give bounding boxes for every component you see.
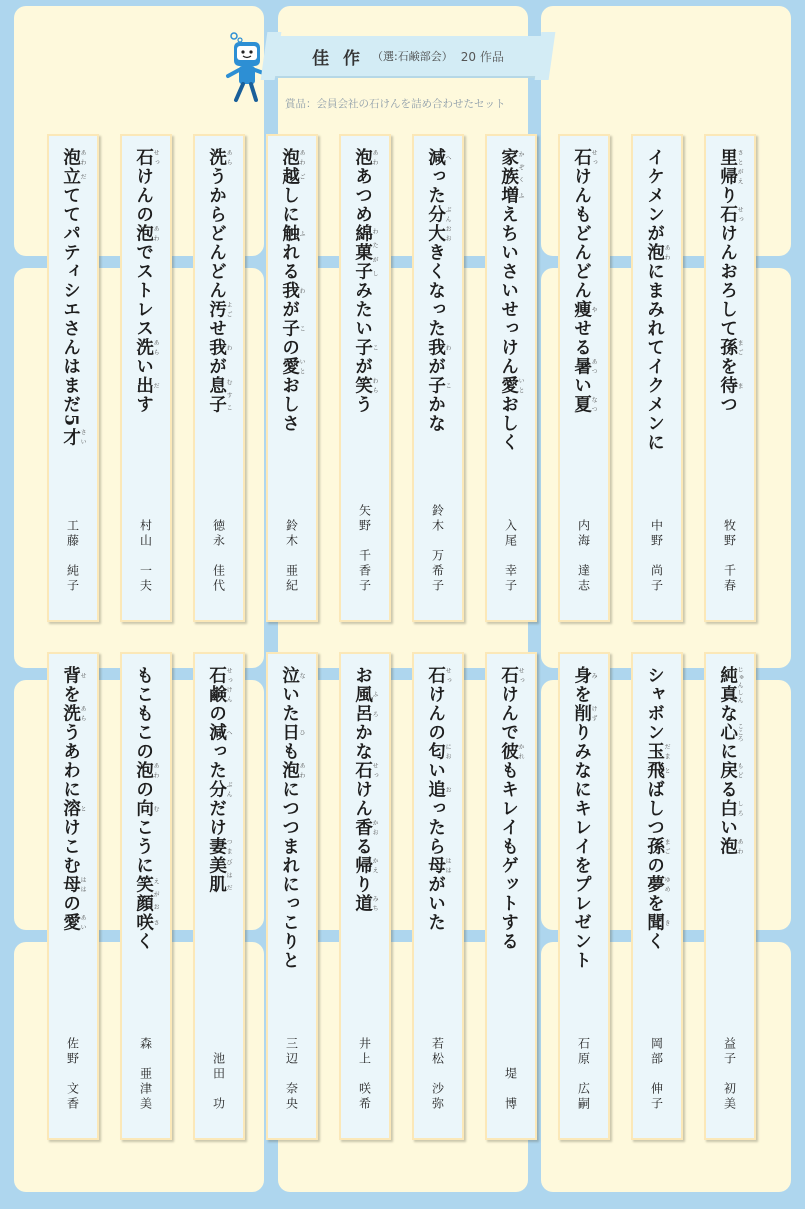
selector-label: （選:石鹸部会）: [372, 50, 453, 63]
ruby-word: 白しろ: [717, 799, 744, 818]
author-name: 村山 一夫: [138, 519, 153, 594]
author-name: 内海 達志: [576, 519, 591, 594]
poem-text: 背せを洗あらうあわに溶とけこむ母ははの愛あい: [60, 666, 87, 932]
ruby-word: 彼かれ: [498, 742, 525, 761]
ruby-word: 愛あい: [60, 913, 87, 932]
ruby-word: 出だ: [133, 376, 160, 395]
author-name: 堤 博: [503, 1067, 518, 1112]
ruby-word: 石せっ: [498, 666, 525, 685]
poem-card: [485, 652, 537, 1140]
ruby-word: 泡あわ: [279, 761, 306, 780]
poem-card: [631, 134, 683, 622]
poem-card: [412, 652, 464, 1140]
ruby-word: 溶と: [60, 799, 87, 818]
ruby-word: 石せっ: [571, 148, 598, 167]
ruby-word: 綿菓子わたがし: [352, 224, 379, 281]
ruby-word: 減へ: [425, 148, 452, 167]
author-name: 森 亜津美: [138, 1037, 153, 1112]
ruby-word: 笑わら: [352, 376, 379, 395]
ruby-word: 帰かえ: [352, 856, 379, 875]
ruby-word: 増ふ: [498, 186, 525, 205]
ruby-word: 暑あつ: [571, 357, 598, 376]
author-name: 中野 尚子: [649, 519, 664, 594]
poem-card: [266, 652, 318, 1140]
poem-card: [558, 134, 610, 622]
ruby-word: 追お: [425, 780, 452, 799]
poem-card: [339, 134, 391, 622]
ruby-word: 向む: [133, 799, 160, 818]
author-name: 井上 咲希: [357, 1037, 372, 1112]
ruby-word: 石鹸せっけん: [206, 666, 233, 704]
poem-text: シャボン玉だま飛とばしつ孫まごの夢ゆめを聞きく: [644, 666, 671, 951]
ruby-word: 我わ: [206, 338, 233, 357]
poem-text: 洗あらうからどんどん汚よごせ我わが息子むすこ: [206, 148, 233, 414]
poem-card: [631, 652, 683, 1140]
ruby-word: 子こ: [425, 376, 452, 395]
ruby-word: 我わ: [279, 281, 306, 300]
ruby-word: 石せっ: [133, 148, 160, 167]
ruby-word: 心こころ: [717, 723, 744, 742]
ruby-word: 家族かぞく: [498, 148, 525, 186]
ruby-word: 日ひ: [279, 723, 306, 742]
author-name: 益子 初美: [722, 1037, 737, 1112]
ruby-word: 分大ぶんおお: [425, 205, 452, 243]
poem-text: 身みを削けずりみなにキレイをプレゼント: [571, 666, 598, 970]
poem-text: 石せっけんの匂におい追おったら母ははがいた: [425, 666, 452, 932]
poem-text: 減へった分大ぶんおおきくなった我わが子こかな: [425, 148, 452, 433]
title-banner: [270, 36, 546, 76]
poem-card: [193, 652, 245, 1140]
author-name: 入尾 幸子: [503, 519, 518, 594]
ruby-word: 泡あわ: [133, 761, 160, 780]
ruby-word: 純真じゅんしん: [717, 666, 744, 704]
poem-card: [120, 652, 172, 1140]
author-name: 岡部 伸子: [649, 1037, 664, 1112]
poem-text: 泡あわ立だててパティシエさんはまだ5才さい: [60, 148, 87, 447]
author-name: 徳永 佳代: [211, 519, 226, 594]
ruby-word: 洗あら: [133, 338, 160, 357]
ruby-word: 立だ: [60, 167, 87, 186]
poem-card: [339, 652, 391, 1140]
ruby-word: 汚よご: [206, 300, 233, 319]
ruby-word: 身み: [571, 666, 598, 685]
ruby-word: 越ご: [279, 167, 306, 186]
entry-count: 20 作品: [460, 49, 504, 64]
author-name: 工藤 純子: [65, 519, 80, 594]
page-title: 佳 作: [312, 48, 365, 69]
poem-text: 家族かぞく増ふえちいさいせっけん愛いとおしく: [498, 148, 525, 452]
ruby-word: 咲さ: [133, 913, 160, 932]
ruby-word: 孫まご: [717, 338, 744, 357]
poem-text: 石せっけんで彼かれもキレイもゲットする: [498, 666, 525, 951]
poem-text: 泣ないた日ひも泡あわにつつまれにっこりと: [279, 666, 306, 970]
poem-text: 石せっけんの泡あわでストレス洗あらい出だす: [133, 148, 160, 414]
ruby-word: 痩や: [571, 300, 598, 319]
poem-card: [704, 652, 756, 1140]
author-name: 若松 沙弥: [430, 1037, 445, 1112]
ruby-word: 匂にお: [425, 742, 452, 761]
ruby-word: 聞き: [644, 913, 671, 932]
ruby-word: 石せっ: [425, 666, 452, 685]
ruby-word: 飛と: [644, 761, 671, 780]
ruby-word: 泡あわ: [644, 243, 671, 262]
ruby-word: 泡あわ: [279, 148, 306, 167]
ruby-word: 愛いと: [279, 357, 306, 376]
ruby-word: 笑顔えがお: [133, 875, 160, 913]
ruby-word: 妻つま: [206, 837, 233, 856]
author-name: 鈴木 万希子: [430, 504, 445, 594]
poem-card: [485, 134, 537, 622]
poem-text: 泡あわあつめ綿菓子わたがしみたい子こが笑わらう: [352, 148, 379, 414]
poem-card: [47, 652, 99, 1140]
poem-text: イケメンが泡あわにまみれてイクメンに: [644, 148, 671, 452]
ruby-word: 子こ: [279, 319, 306, 338]
poem-text: もこもこの泡あわの向むこうに笑顔えがお咲さく: [133, 666, 160, 951]
ruby-word: 戻もど: [717, 761, 744, 780]
ruby-word: 洗あら: [206, 148, 233, 167]
ruby-word: 石せっ: [352, 761, 379, 780]
ruby-word: 夢ゆめ: [644, 875, 671, 894]
poem-card: [412, 134, 464, 622]
poem-card: [266, 134, 318, 622]
poem-card: [558, 652, 610, 1140]
ruby-word: 夏なつ: [571, 395, 598, 414]
ruby-word: 分ぶん: [206, 780, 233, 799]
poem-text: 石鹸せっけんの減へった分ぶんだけ妻つま美肌びはだ: [206, 666, 233, 894]
author-name: 矢野 千香子: [357, 504, 372, 594]
ruby-word: 触ふ: [279, 224, 306, 243]
author-name: 三辺 奈央: [284, 1037, 299, 1112]
ruby-word: 孫まご: [644, 837, 671, 856]
ruby-word: 削けず: [571, 704, 598, 723]
ruby-word: 母はは: [425, 856, 452, 875]
ruby-word: 愛いと: [498, 376, 525, 395]
ruby-word: 里帰さとがえ: [717, 148, 744, 186]
poem-card: [120, 134, 172, 622]
poem-text: 石せっけんもどんどん痩やせる暑あつい夏なつ: [571, 148, 598, 414]
poem-text: お風呂ふろかな石せっけん香かおる帰かえり道みち: [352, 666, 379, 913]
ruby-word: 背せ: [60, 666, 87, 685]
author-name: 牧野 千春: [722, 519, 737, 594]
poem-text: 里帰さとがえり石せっけんおろして孫まごを待まつ: [717, 148, 744, 414]
author-name: 鈴木 亜紀: [284, 519, 299, 594]
author-name: 池田 功: [211, 1052, 226, 1112]
ruby-word: 美肌びはだ: [206, 856, 233, 894]
ruby-word: 才さい: [60, 427, 87, 447]
author-name: 佐野 文香: [65, 1037, 80, 1112]
ruby-word: 石せっ: [717, 205, 744, 224]
ruby-word: 泡あわ: [717, 837, 744, 856]
ruby-word: 洗あら: [60, 704, 87, 723]
ruby-word: 香かお: [352, 818, 379, 837]
prize-description: 賞品：会員会社の石けんを詰め合わせたセット: [285, 98, 506, 110]
ruby-word: 泡あわ: [60, 148, 87, 167]
ruby-word: 道みち: [352, 894, 379, 913]
ruby-word: 泣な: [279, 666, 306, 685]
poem-text: 泡あわ越ごしに触ふれる我わが子この愛いとおしさ: [279, 148, 306, 433]
ruby-word: 我わ: [425, 338, 452, 357]
ruby-word: 母はは: [60, 875, 87, 894]
poem-text: 純真じゅんしんな心こころに戻もどる白しろい泡あわ: [717, 666, 744, 856]
author-name: 石原 広嗣: [576, 1037, 591, 1112]
ruby-word: 玉だま: [644, 742, 671, 761]
poem-card: [47, 134, 99, 622]
ruby-word: 風呂ふろ: [352, 685, 379, 723]
poem-card: [193, 134, 245, 622]
poem-card: [704, 134, 756, 622]
ruby-word: 待ま: [717, 376, 744, 395]
ruby-word: 息子むすこ: [206, 376, 233, 414]
ruby-word: 減へ: [206, 723, 233, 742]
ruby-word: 泡あわ: [133, 224, 160, 243]
ruby-word: 泡あわ: [352, 148, 379, 167]
ruby-word: 子こ: [352, 338, 379, 357]
